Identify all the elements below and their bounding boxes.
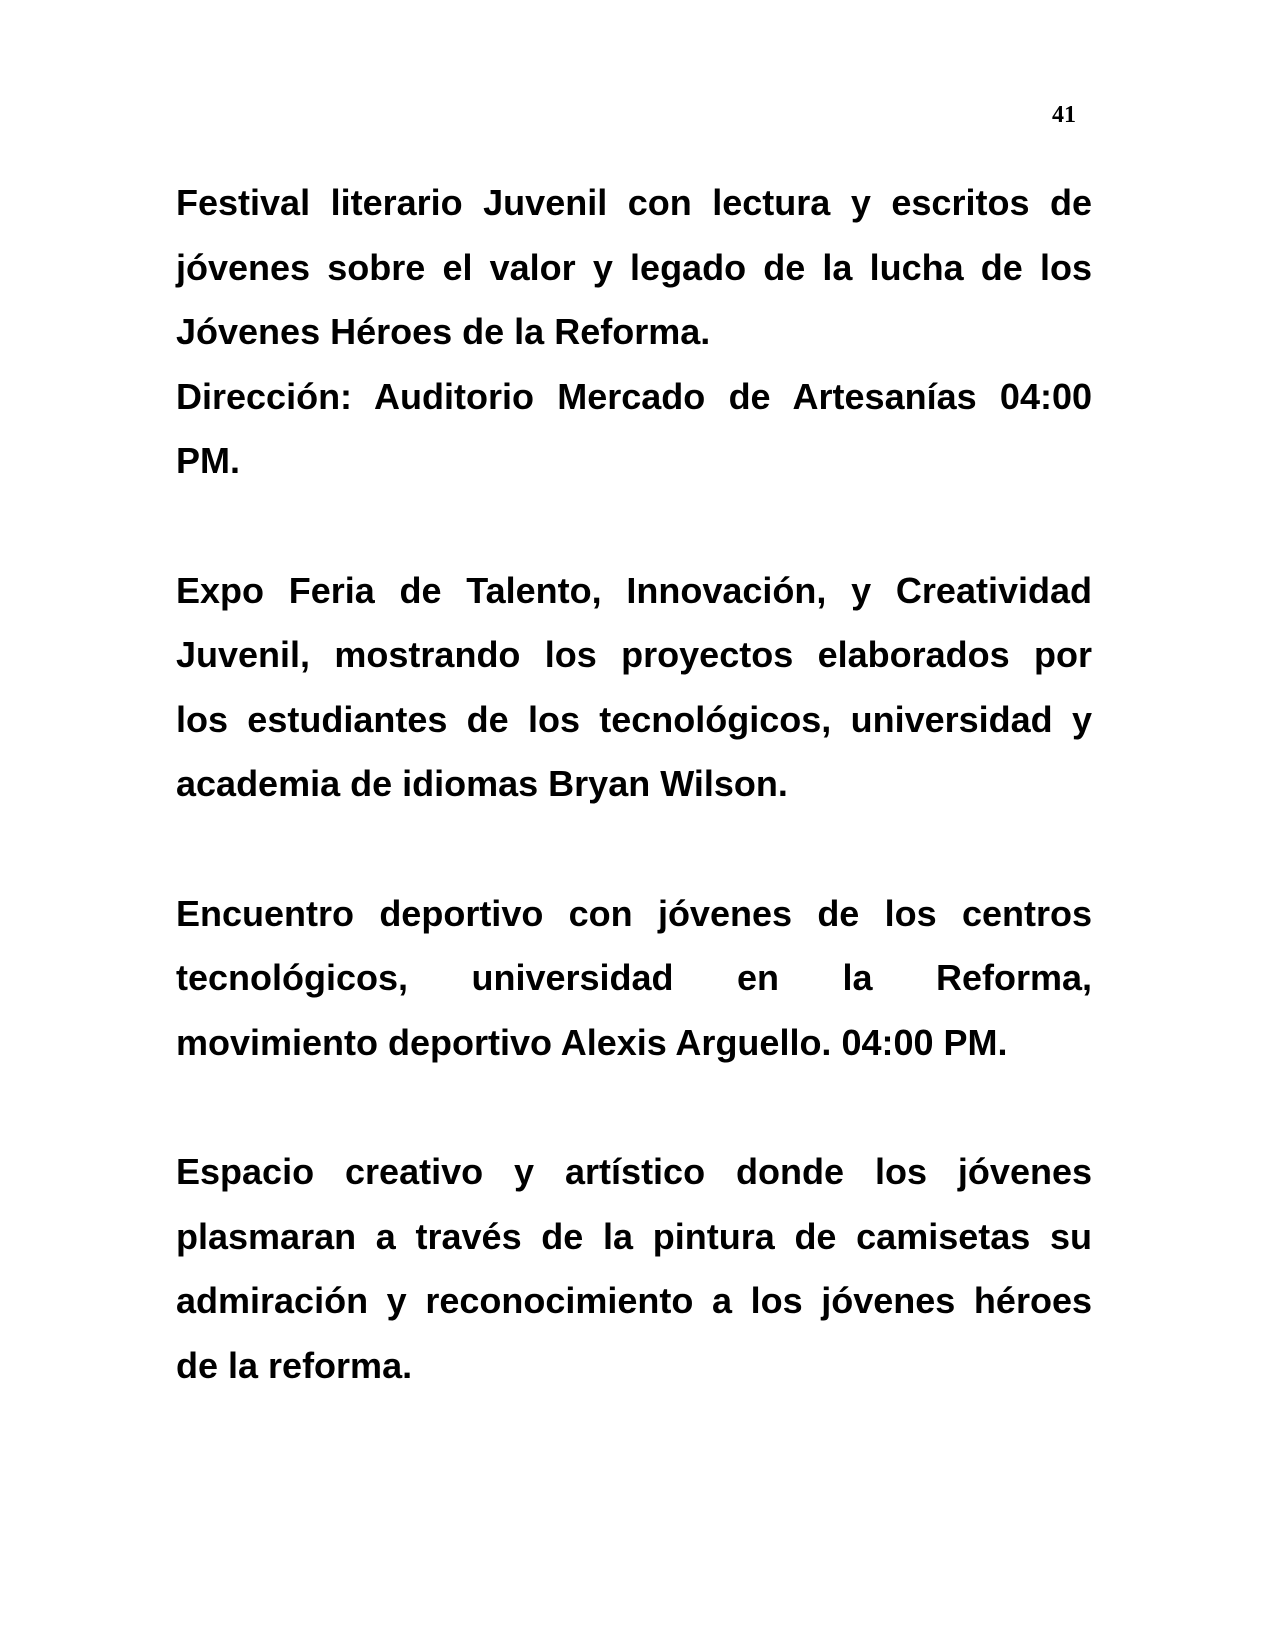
text-line: movimiento deportivo Alexis Arguello. 04:00 PM. (176, 1021, 1008, 1063)
text-line: los estudiantes de los tecnológicos, universidad y (176, 698, 1092, 740)
text-line: academia de idiomas Bryan Wilson. (176, 763, 788, 805)
text-line: jóvenes sobre el valor y legado de la lucha de los (176, 246, 1092, 288)
paragraph-direccion (176, 365, 1092, 494)
text-line: de la reforma. (176, 1344, 413, 1386)
text-line: plasmaran a través de la pintura de camisetas su (176, 1215, 1092, 1257)
paragraph-encuentro-deportivo (176, 882, 1092, 1076)
text-line: admiración y reconocimiento a los jóvenes héroes (176, 1280, 1092, 1322)
text-line: Expo Feria de Talento, Innovación, y Creatividad (176, 569, 1092, 611)
text-line: Juvenil, mostrando los proyectos elaborados por (176, 634, 1092, 676)
paragraph-gap (176, 817, 1092, 882)
text-line: Espacio creativo y artístico donde los jóvenes (176, 1150, 1092, 1192)
text-line: Encuentro deportivo con jóvenes de los centros (176, 892, 1092, 934)
text-line: Jóvenes Héroes de la Reforma. (176, 311, 711, 353)
paragraph-festival-literario (176, 171, 1092, 365)
text-line: Dirección: Auditorio Mercado de Artesanías 04:00 (176, 375, 1092, 417)
paragraph-expo-feria (176, 559, 1092, 817)
text-line: PM. (176, 440, 241, 482)
page-number: 41 (1052, 102, 1076, 128)
paragraph-espacio-creativo (176, 1140, 1092, 1398)
paragraph-gap (176, 494, 1092, 559)
document-body (176, 171, 1092, 1398)
text-line: Festival literario Juvenil con lectura y escritos de (176, 182, 1092, 223)
text-line: tecnológicos, universidad en la Reforma, (176, 957, 1092, 999)
paragraph-gap (176, 1075, 1092, 1140)
